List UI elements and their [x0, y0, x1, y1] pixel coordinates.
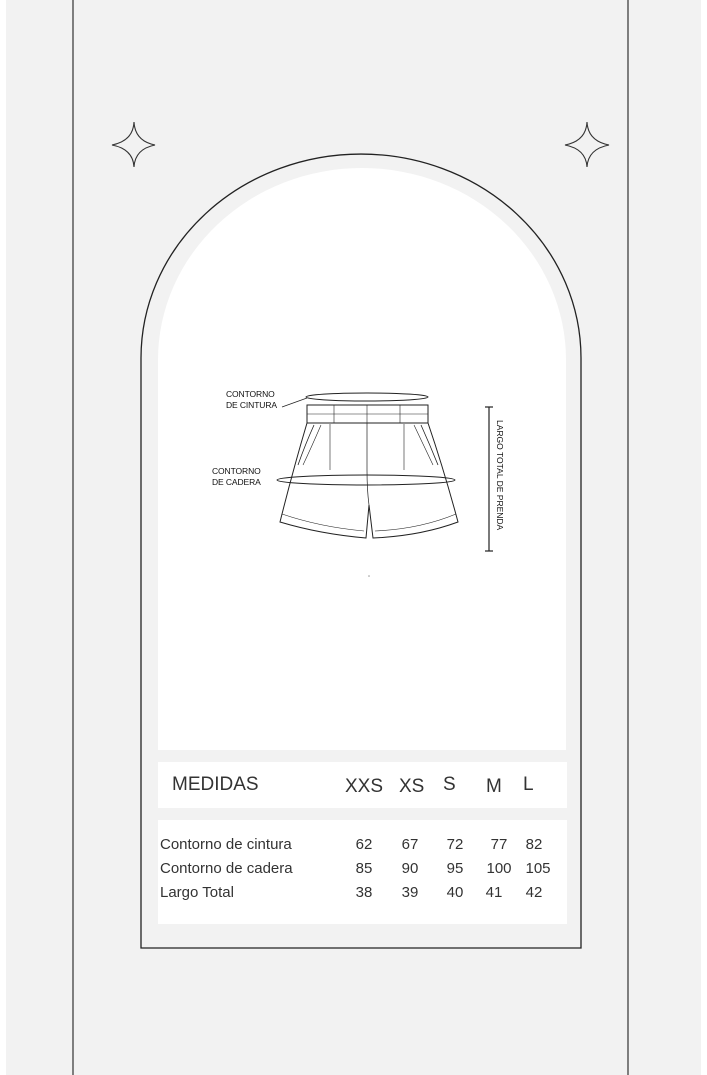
table-cell: 39	[401, 884, 419, 901]
table-cell: 85	[355, 860, 373, 877]
row-label: Contorno de cadera	[160, 860, 293, 877]
table-cell: 100	[486, 860, 512, 877]
row-label: Largo Total	[160, 884, 234, 901]
table-cell: 67	[401, 836, 419, 853]
size-l: L	[523, 774, 534, 795]
hip-label	[212, 466, 261, 488]
table-cell: 42	[525, 884, 543, 901]
table-cell: 77	[490, 836, 508, 853]
size-s: S	[443, 774, 456, 795]
table-cell: 62	[355, 836, 373, 853]
table-cell: 72	[446, 836, 464, 853]
table-title: MEDIDAS	[172, 774, 259, 795]
table-cell: 38	[355, 884, 373, 901]
hip-label-line-2: DE CADERA	[212, 477, 261, 487]
row-label: Contorno de cintura	[160, 836, 292, 853]
waist-label	[226, 389, 277, 411]
size-xs: XS	[399, 776, 425, 797]
table-cell: 95	[446, 860, 464, 877]
waist-label-line-2: DE CINTURA	[226, 400, 277, 410]
waist-label-line-1: CONTORNO	[226, 389, 275, 399]
hip-label-line-1: CONTORNO	[212, 466, 261, 476]
table-header	[158, 762, 567, 808]
table-cell: 105	[525, 860, 551, 877]
table-body	[158, 820, 567, 924]
table-cell: 40	[446, 884, 464, 901]
size-m: M	[486, 776, 502, 797]
table-cell: 41	[485, 884, 503, 901]
table-cell: 90	[401, 860, 419, 877]
length-label: LARGO TOTAL DE PRENDA	[495, 420, 505, 531]
size-xxs: XXS	[345, 776, 384, 797]
table-cell: 82	[525, 836, 543, 853]
